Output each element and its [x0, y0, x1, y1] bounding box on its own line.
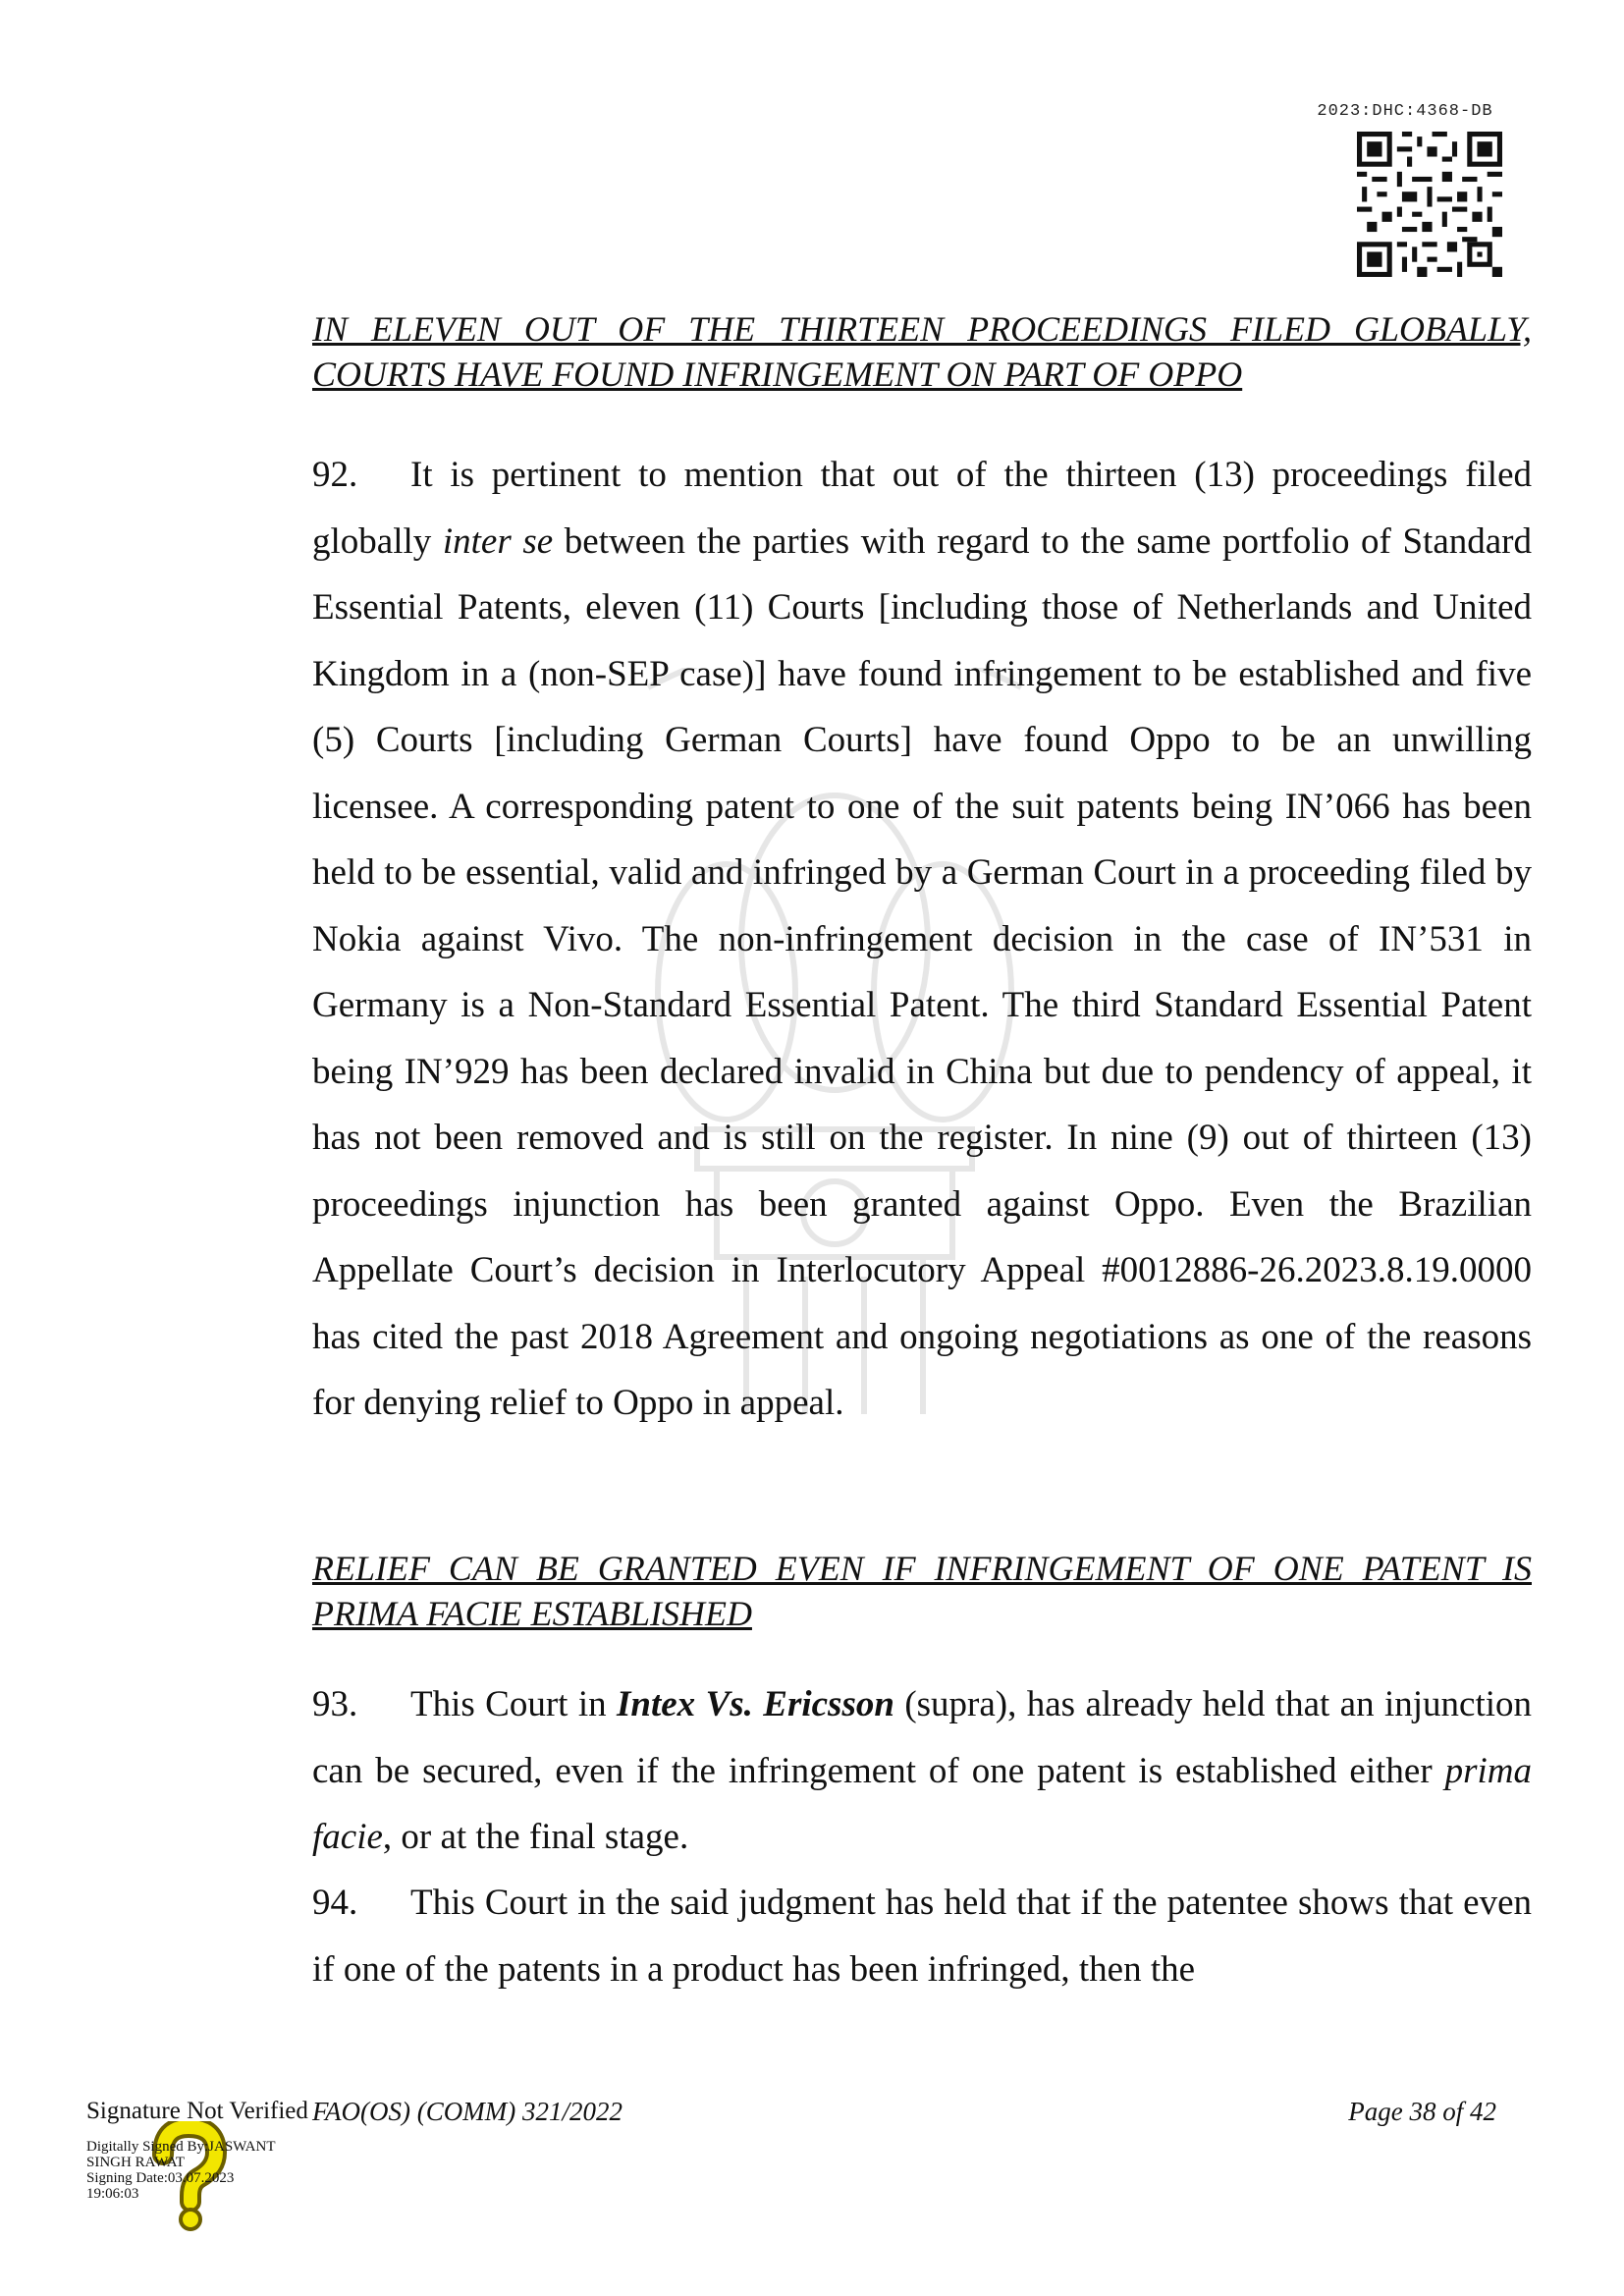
italic-term: inter se [442, 520, 554, 562]
section-heading-infringement: IN ELEVEN OUT OF THE THIRTEEN PROCEEDINGS FILED GLOBALLY, COURTS HAVE FOUND INFRINGEMENT ON PART OF OPPO [312, 309, 1532, 394]
paragraph-number: 94. [312, 1883, 358, 1923]
signature-status: Signature Not Verified [86, 2098, 308, 2124]
paragraph-94 [312, 1870, 1532, 2002]
paragraph-93 [312, 1671, 1532, 1871]
signature-signed-by: Digitally Signed By:JASWANT [86, 2139, 276, 2155]
italic-term: prima facie [312, 1750, 1532, 1857]
paragraph-text: This Court in [410, 1684, 617, 1724]
signature-name: SINGH RAWAT [86, 2155, 186, 2170]
paragraph-text: between the parties with regard to the same portfolio of Standard Essential Patents, eleven (11) Courts [including those of Netherlands and United Kingdom in a (non-SEP case)] have found infringement to be established and five (5) Courts [including German Courts] have found Oppo to be an unwilling licensee. A corresponding patent to one of the suit patents being IN’066 has been held to be essential, valid and infringed by a German Court in a proceeding filed by Nokia against Vivo. The non-infringement decision in the case of IN’531 in Germany is a Non-Standard Essential Patent. The third Standard Essential Patent being IN’929 has been declared invalid in China but due to pendency of appeal, it has not been removed and is still on the register. In nine (9) out of thirteen (13) proceedings injunction has been granted against Oppo. Even the Brazilian Appellate Court’s decision in Interlocutory Appeal #0012886-26.2023.8.19.0000 has cited the past 2018 Agreement and ongoing negotiations as one of the reasons for denying relief to Oppo in appeal. [312, 520, 1533, 1423]
neutral-citation: 2023:DHC:4368-DB [1317, 102, 1493, 121]
paragraph-text: (supra), has already held that an injunction can be secured, even if the infringement of one patent is established either [312, 1684, 1532, 1791]
paragraph-number: 92. [312, 455, 358, 495]
paragraph-92 [312, 442, 1532, 1437]
case-name: Intex Vs. Ericsson [617, 1684, 894, 1724]
signature-date: Signing Date:03.07.2023 [86, 2170, 235, 2186]
signature-time: 19:06:03 [86, 2186, 139, 2202]
paragraph-text: This Court in the said judgment has held that if the patentee shows that even if one of the patents in a product has been infringed, then the [312, 1883, 1532, 1990]
signature-details [86, 2139, 332, 2202]
qr-code-icon [1357, 132, 1502, 277]
footer-page-number: Page 38 of 42 [1348, 2097, 1496, 2126]
paragraph-text: , or at the final stage. [382, 1817, 689, 1857]
paragraph-number: 93. [312, 1684, 358, 1724]
paragraph-text: It is pertinent to mention that out of the thirteen (13) proceedings filed globally [312, 455, 1532, 562]
footer-case-number: FAO(OS) (COMM) 321/2022 [312, 2097, 623, 2126]
section-heading-relief: RELIEF CAN BE GRANTED EVEN IF INFRINGEMENT OF ONE PATENT IS PRIMA FACIE ESTABLISHED [312, 1549, 1532, 1633]
